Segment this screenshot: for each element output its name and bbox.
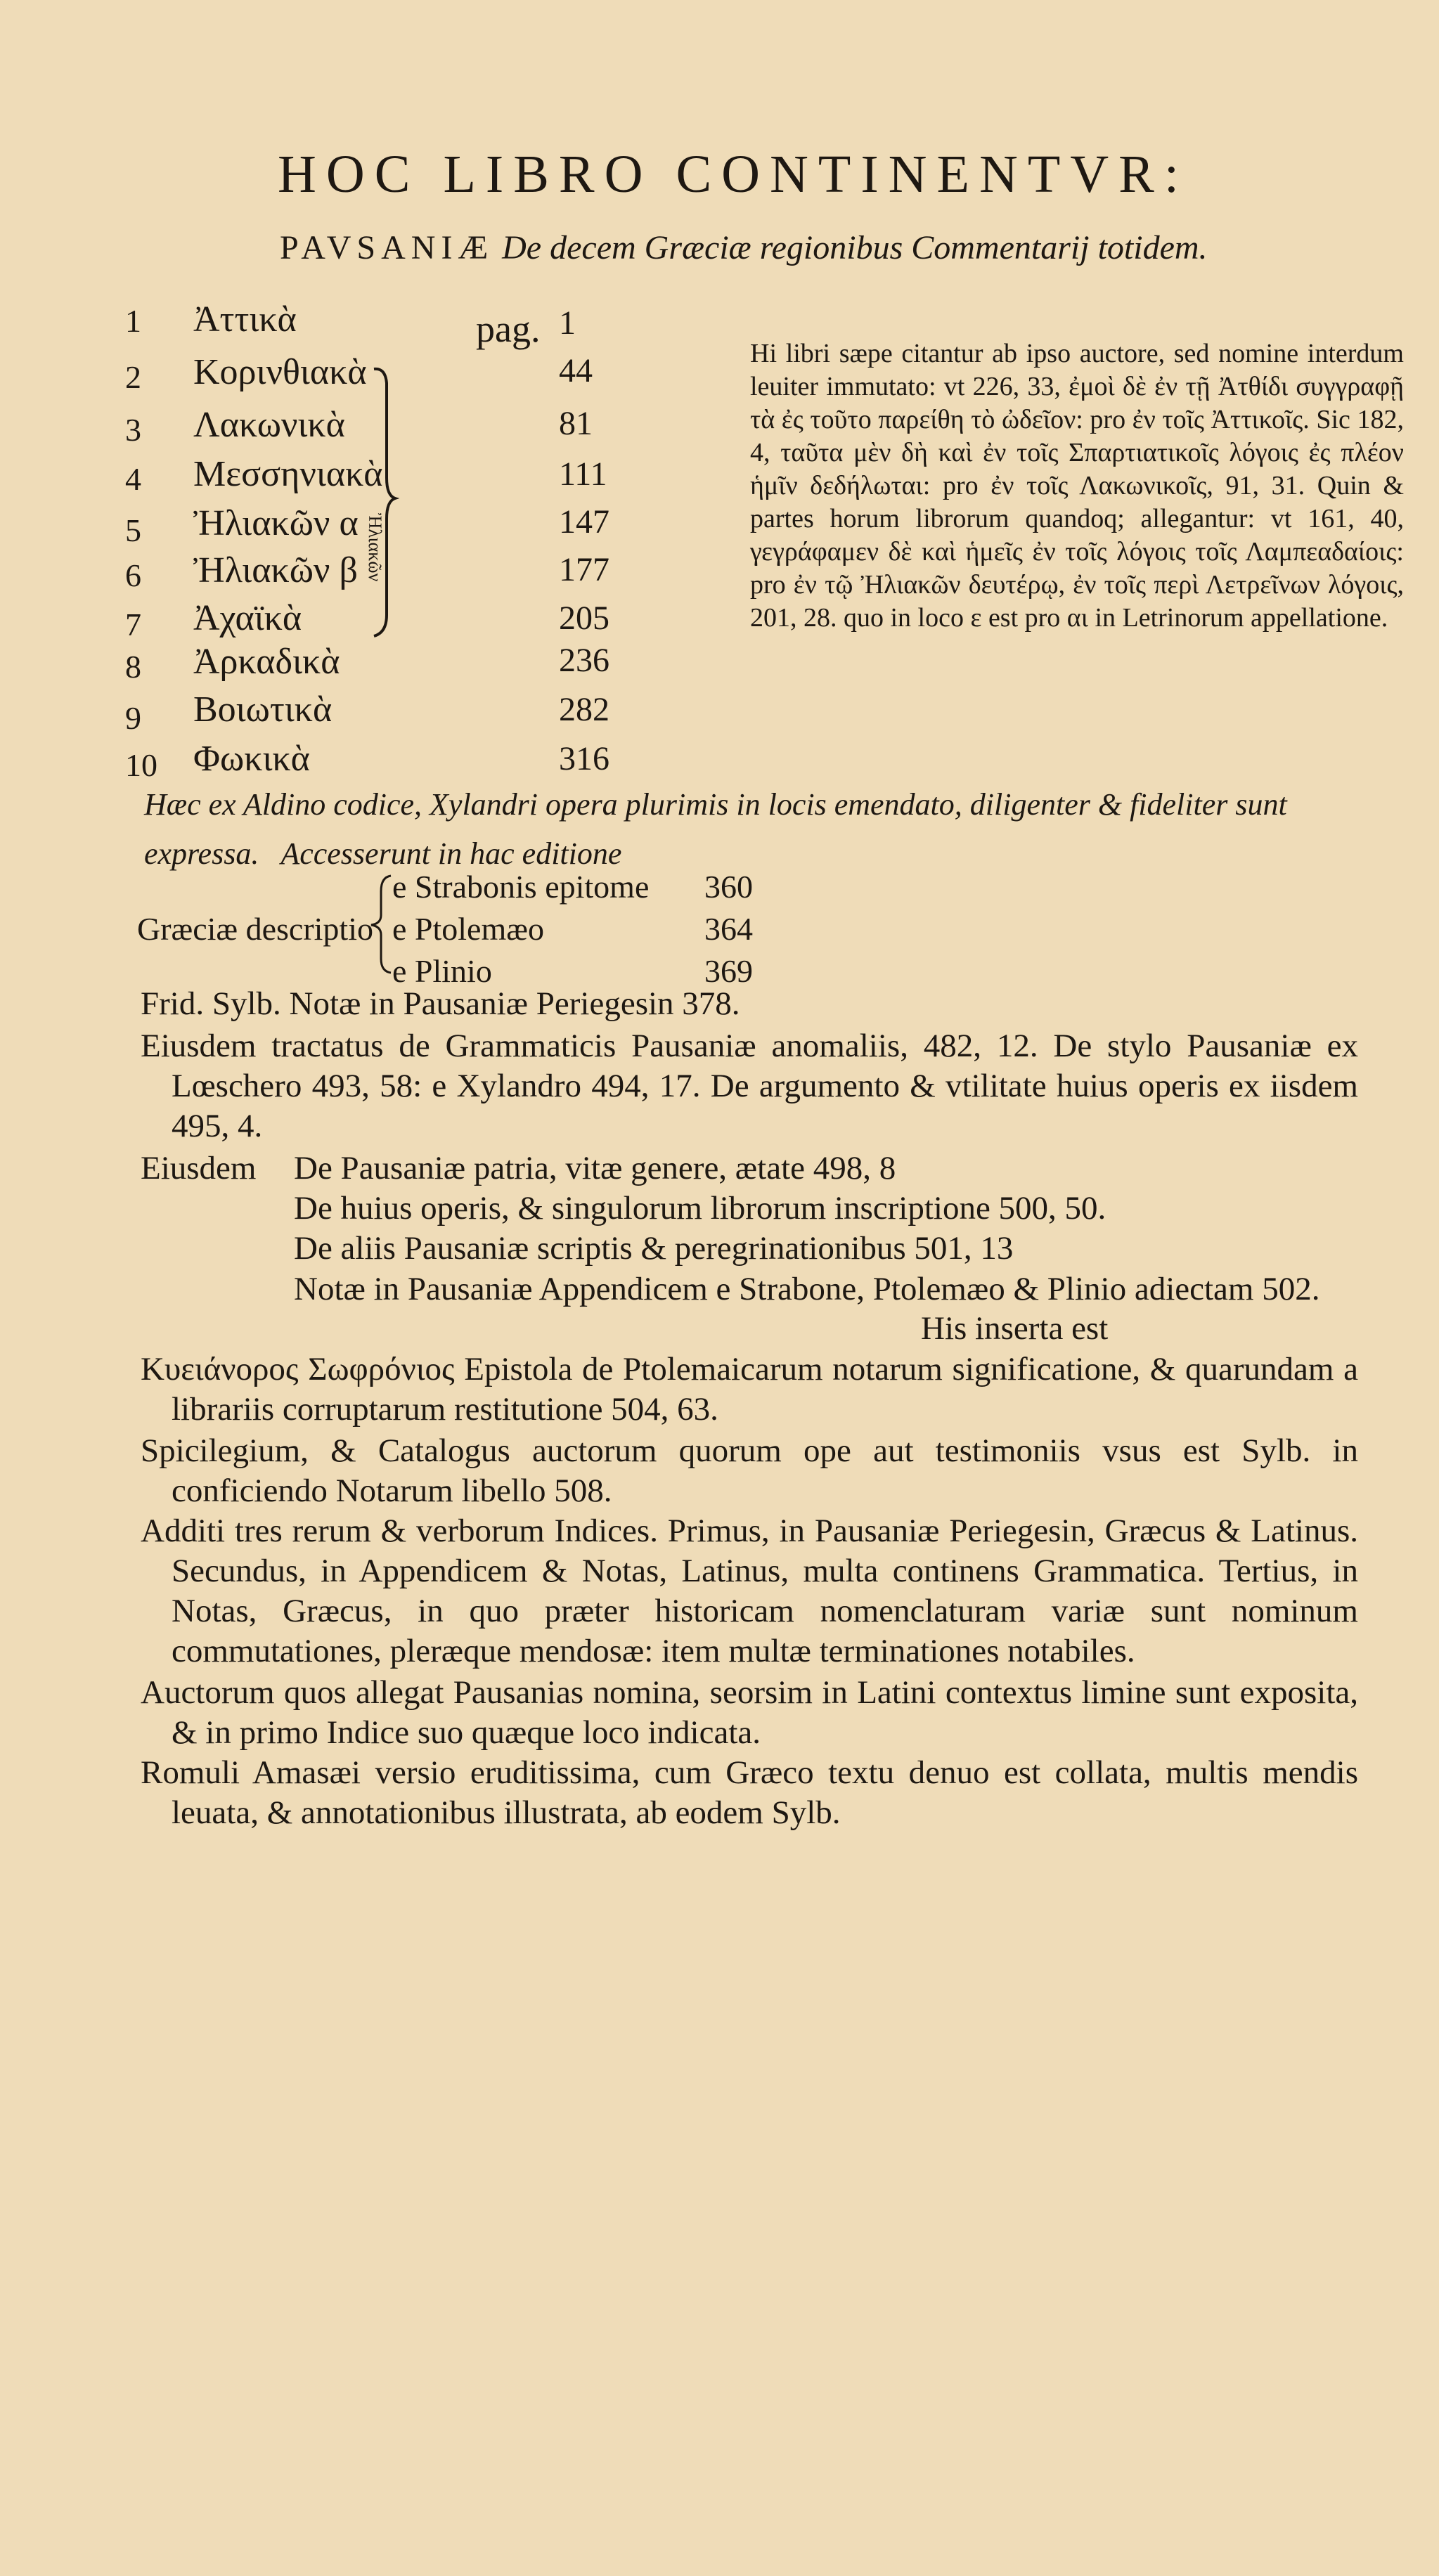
toc-name: Ἀχαϊκὰ bbox=[193, 598, 302, 638]
eiusdem-item: De aliis Pausaniæ scriptis & peregrinationibus 501, 13 bbox=[294, 1230, 1014, 1267]
eiusdem-appendix bbox=[294, 1269, 1348, 1309]
subtitle-text: De decem Græciæ regionibus Commentarij totidem. bbox=[502, 229, 1208, 266]
toc-name: Ἠλιακῶν β bbox=[193, 550, 358, 590]
toc-page: 147 bbox=[559, 503, 609, 541]
graeciae-page: 364 bbox=[704, 911, 753, 947]
toc-name: Κορινθιακὰ bbox=[193, 352, 367, 392]
toc-num: 4 bbox=[125, 461, 141, 497]
toc-page: 177 bbox=[559, 551, 609, 588]
auctorum-nomina bbox=[141, 1673, 1358, 1753]
eiusdem-item: De huius operis, & singulorum librorum inscriptione 500, 50. bbox=[294, 1190, 1106, 1226]
subtitle bbox=[280, 228, 1208, 267]
vertical-label: Ἠλιακῶν bbox=[365, 513, 385, 582]
toc-num: 1 bbox=[125, 303, 141, 339]
side-note: Hi libri sæpe citantur ab ipso auctore, sed nomine interdum leuiter immutato: vt 226, 33, ἐμοὶ δὲ ἐν τῇ Ἀτθίδι συγγραφῇ τὰ ἐς τοῦτο παρείθη τὸ ὠδεῖον: pro ἐν τοῖς Ἀττικοῖς. Sic 182, 4, ταῦτα μὲν δὴ καὶ ἐν τοῖς Σπαρτιατικοῖς λόγοις ἐς πλέον ἡμῖν δεδήλωται: pro ἐν τοῖς Λακωνικοῖς, 91, 31. Quin & partes horum librorum quandoq; allegantur: vt 161, 40, γεγράφαμεν δὲ καὶ ἡμεῖς ἐν τοῖς λόγοις τοῖς Λαμπεαδαίοις: pro ἐν τῷ Ἠλιακῶν δευτέρῳ, ἐν τοῖς περὶ Λετρεῖνων λόγοις, 201, 28. quo in loco ε est pro αι in Letrinorum appellatione. bbox=[750, 339, 1404, 633]
brace-icon bbox=[366, 872, 394, 977]
toc-name: Μεσσηνιακὰ bbox=[193, 454, 383, 494]
eiusdem-text: Eiusdem tractatus de Grammaticis Pausaniæ anomaliis, 482, 12. De stylo Pausaniæ ex Lœschero 493, 58: e Xylandro 494, 17. De argumento & vtilitate huius operis ex iisdem 495, 4. bbox=[141, 1028, 1358, 1144]
graeciae-page: 369 bbox=[704, 953, 753, 989]
toc-page: 205 bbox=[559, 600, 609, 637]
aldine-note bbox=[144, 780, 1350, 879]
eiusdem-item: His inserta est bbox=[921, 1310, 1109, 1347]
toc-name: Ἀττικὰ bbox=[193, 299, 297, 339]
toc-page: 282 bbox=[559, 691, 609, 728]
aldine-added: Accesserunt in hac editione bbox=[280, 836, 622, 871]
spicilegium-text: Spicilegium, & Catalogus auctorum quorum ope aut testimoniis vsus est Sylb. in conficiendo Notarum libello 508. bbox=[141, 1432, 1358, 1509]
kyeiandros-text: Κυειάνορος Σωφρόνιος Epistola de Ptolemaicarum notarum significatione, & quarundam a librariis corruptarum restitutione 504, 63. bbox=[141, 1351, 1358, 1428]
auctorum-text: Auctorum quos allegat Pausanias nomina, seorsim in Latini contextus limine sunt exposita, & in primo Indice suo quæque loco indicata. bbox=[141, 1674, 1358, 1751]
graeciae-item: e Ptolemæo bbox=[392, 911, 544, 947]
indices bbox=[141, 1511, 1358, 1671]
toc-page: 316 bbox=[559, 740, 609, 777]
toc-name: Ἀρκαδικὰ bbox=[193, 642, 340, 682]
graeciae-label: Græciæ descriptio bbox=[137, 911, 373, 947]
toc-page: 111 bbox=[559, 455, 607, 493]
toc-num: 5 bbox=[125, 512, 141, 548]
graeciae-page: 360 bbox=[704, 869, 753, 905]
toc-num: 3 bbox=[125, 412, 141, 448]
eiusdem-item: Notæ in Pausaniæ Appendicem e Strabone, Ptolemæo & Plinio adiectam 502. bbox=[294, 1271, 1320, 1307]
spicilegium bbox=[141, 1431, 1358, 1511]
toc-name: Βοιωτικὰ bbox=[193, 690, 333, 730]
toc-page: 44 bbox=[559, 352, 593, 389]
author-name: PAVSANIÆ bbox=[280, 229, 494, 266]
toc-page: 81 bbox=[559, 405, 593, 442]
toc-name: Ἠλιακῶν α bbox=[193, 503, 359, 543]
toc-page: 236 bbox=[559, 642, 609, 679]
pag-label: pag. bbox=[476, 308, 541, 350]
romuli-text: Romuli Amasæi versio eruditissima, cum Græco textu denuo est collata, multis mendis leuata, & annotationibus illustrata, ab eodem Sylb. bbox=[141, 1754, 1358, 1831]
toc-page: 1 bbox=[559, 304, 576, 342]
toc-name: Λακωνικὰ bbox=[193, 405, 345, 445]
toc-name: Φωκικὰ bbox=[193, 739, 310, 779]
romuli-versio bbox=[141, 1753, 1358, 1833]
page-title: HOC LIBRO CONTINENTVR: bbox=[278, 145, 1189, 204]
eiusdem-label: Eiusdem bbox=[141, 1150, 257, 1186]
frid-line: Frid. Sylb. Notæ in Pausaniæ Periegesin 378. bbox=[141, 985, 740, 1022]
toc-num: 7 bbox=[125, 607, 141, 642]
toc-num: 2 bbox=[125, 359, 141, 395]
kyeiandros-epistola bbox=[141, 1350, 1358, 1430]
toc-num: 10 bbox=[125, 747, 157, 783]
graeciae-item: e Strabonis epitome bbox=[392, 869, 650, 905]
toc-num: 8 bbox=[125, 649, 141, 685]
toc-num: 9 bbox=[125, 700, 141, 736]
graeciae-item: e Plinio bbox=[392, 953, 492, 989]
additi-text: Additi tres rerum & verborum Indices. Primus, in Pausaniæ Periegesin, Græcus & Latinus. Secundus, in Appendicem & Notas, Latinus, multa continens Grammatica. Tertius, in Notas, Græcus, in quo præter historicam nomenclaturam variæ sunt nominum commutationes, pleræque mendosæ: item multæ terminationes notabiles. bbox=[141, 1513, 1358, 1669]
aldine-main: Hæc ex Aldino codice, Xylandri opera plurimis in locis emendato, diligenter & fideliter sunt expressa. bbox=[144, 787, 1287, 871]
eiusdem-tractatus bbox=[141, 1026, 1358, 1146]
brace-icon bbox=[371, 348, 399, 650]
frid-notes bbox=[141, 984, 1358, 1024]
eiusdem-item: De Pausaniæ patria, vitæ genere, ætate 498, 8 bbox=[294, 1150, 896, 1186]
toc-num: 6 bbox=[125, 557, 141, 593]
